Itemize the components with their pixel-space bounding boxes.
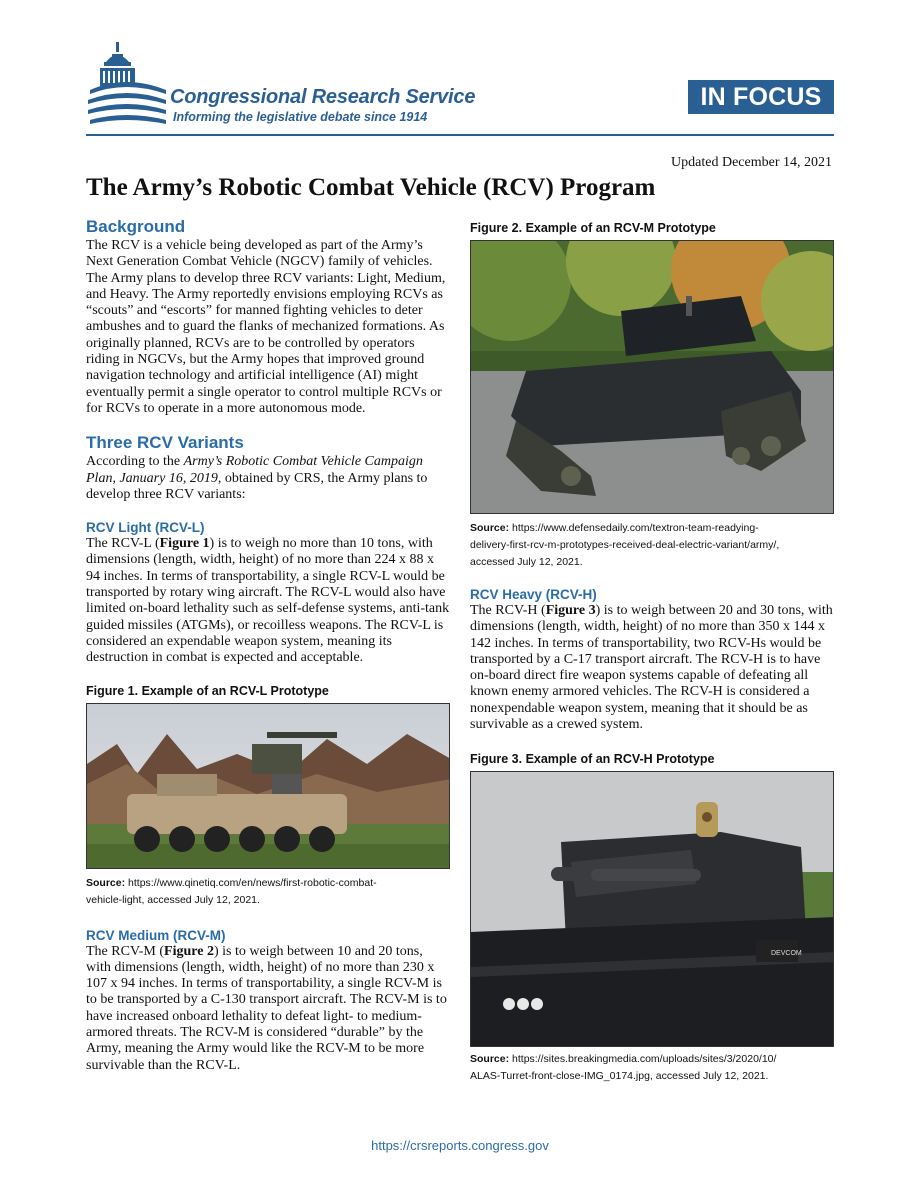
in-focus-badge: IN FOCUS bbox=[688, 80, 834, 114]
figure-1-image bbox=[86, 703, 450, 869]
background-paragraph: The RCV is a vehicle being developed as part of the Army’s Next Generation Combat Vehicle (NGCV) family of vehicles. The Army plans to develop three RCV variants: Light, Medium, and Heavy. The Army reportedly envisions employing RCVs as “scouts” and “escorts” for manned fighting vehicles to deter ambushes and to guard the flanks of mechanized formations. As originally planned, RCVs are to be controlled by operators riding in NGCVs, but the Army hopes that improved ground navigation technology and artificial intelligence (AI) might eventually permit a single operator to control multiple RCVs or for RCVs to operate in a more autonomous mode. bbox=[86, 238, 446, 416]
rcv-medium-heading: RCV Medium (RCV-M) bbox=[86, 927, 226, 943]
left-column bbox=[86, 216, 450, 1074]
rcv-light-photo bbox=[87, 704, 450, 869]
header-divider bbox=[86, 134, 834, 136]
figure-2-reference: Figure 2 bbox=[164, 943, 214, 959]
right-column bbox=[470, 216, 834, 1085]
rcv-medium-photo bbox=[471, 241, 834, 514]
updated-date: Updated December 14, 2021 bbox=[671, 155, 832, 170]
rcv-heavy-paragraph: The RCV-H (Figure 3) is to weigh between 20 and 30 tons, with dimensions (length, width, height) of no more than 350 x 144 x 142 inches. In terms of transportability, two RCV-Hs would be transported by a C-17 transport aircraft. The RCV-H is to have on-board direct fire weapon systems capable of defeating all known enemy armored vehicles. The RCV-H is considered a nonexpendable weapon system, meaning that it should be as survivable as a crewed system. bbox=[470, 603, 833, 733]
background-heading: Background bbox=[86, 217, 186, 236]
rcv-heavy-heading: RCV Heavy (RCV-H) bbox=[470, 587, 597, 602]
rcv-light-heading: RCV Light (RCV-L) bbox=[86, 520, 205, 536]
figure-3-image bbox=[470, 771, 834, 1047]
campaign-plan-title: Army’s Robotic Combat Vehicle Campaign Plan, January 16, 2019 bbox=[86, 454, 423, 486]
figure-3-source: Source: https://sites.breakingmedia.com/uploads/sites/3/2020/10/ ALAS-Turret-front-close-IMG_0174.jpg, accessed July 12, 2021. bbox=[470, 1053, 777, 1083]
page-title: The Army’s Robotic Combat Vehicle (RCV) Program bbox=[86, 174, 656, 201]
figure-2-image bbox=[470, 240, 834, 514]
variants-intro: According to the Army’s Robotic Combat Vehicle Campaign Plan, January 16, 2019, obtained by CRS, the Army plans to develop three RCV variants: bbox=[86, 454, 428, 502]
capitol-dome-logo bbox=[86, 40, 168, 132]
org-tagline: Informing the legislative debate since 1914 bbox=[173, 110, 428, 124]
figure-2-source: Source: https://www.defensedaily.com/textron-team-readying- delivery-first-rcv-m-prototypes-received-deal-electric-variant/army/, accessed July 12, 2021. bbox=[470, 522, 780, 568]
figure-1-source: Source: https://www.qinetiq.com/en/news/first-robotic-combat- vehicle-light, accessed July 12, 2021. bbox=[86, 876, 377, 906]
devcom-marking: DEVCOM bbox=[771, 950, 802, 958]
org-name: Congressional Research Service bbox=[170, 86, 476, 108]
rcv-light-paragraph: The RCV-L (Figure 1) is to weigh no more than 10 tons, with dimensions (length, width, height) of no more than 224 x 88 x 94 inches. In terms of transportability, a single RCV-L would be transported by rotary wing aircraft. The RCV-L would also have limited on-board lethality such as self-defense systems, anti-tank guided missiles (ATGMs), or recoilless weapons. The RCV-L is considered an expendable weapon system, meaning its destruction in combat is expected and acceptable. bbox=[86, 536, 450, 666]
figure-1-caption: Figure 1. Example of an RCV-L Prototype bbox=[86, 683, 329, 698]
figure-3-reference: Figure 3 bbox=[545, 603, 596, 618]
variants-heading: Three RCV Variants bbox=[86, 433, 244, 453]
figure-2-caption: Figure 2. Example of an RCV-M Prototype bbox=[470, 221, 716, 235]
rcv-heavy-photo bbox=[471, 772, 834, 1047]
figure-3-caption: Figure 3. Example of an RCV-H Prototype bbox=[470, 752, 715, 767]
page-header bbox=[0, 0, 920, 140]
rcv-medium-paragraph: The RCV-M (Figure 2) is to weigh between 10 and 20 tons, with dimensions (length, width, height) of no more than 230 x 107 x 94 inches. In terms of transportability, a single RCV-M is to be transported by a C-130 transport aircraft. The RCV-M is to have increased onboard lethality to defeat light- to medium-armored threats. The RCV-M is considered “durable” by the Army, meaning the Army would like the RCV-M to be more survivable than the RCV-L. bbox=[86, 943, 447, 1073]
footer-link[interactable]: https://crsreports.congress.gov bbox=[371, 1138, 549, 1153]
figure-1-reference: Figure 1 bbox=[159, 536, 210, 552]
